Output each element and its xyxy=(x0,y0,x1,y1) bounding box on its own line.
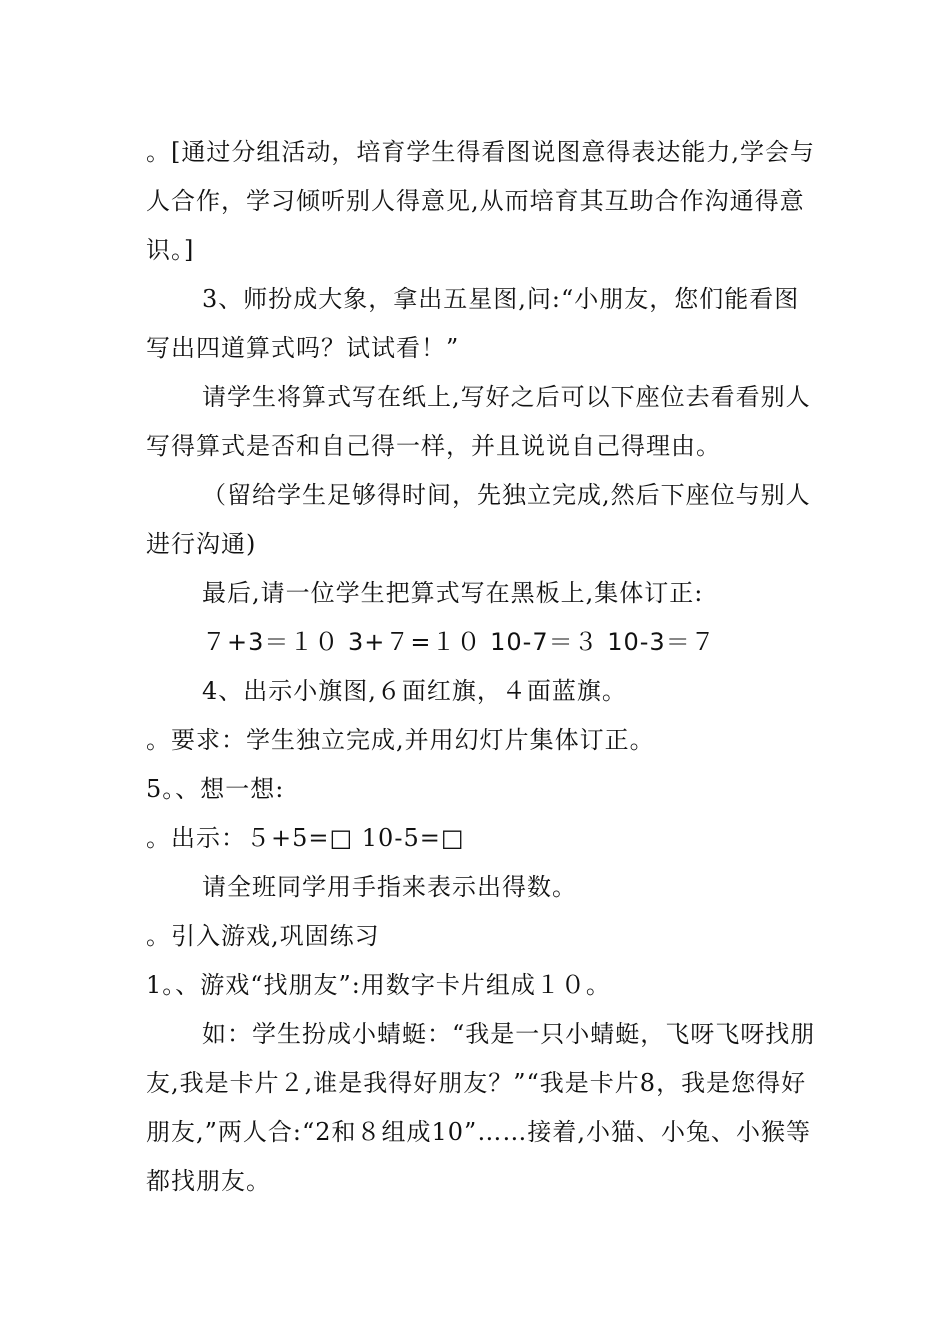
paragraph-objective: 。[通过分组活动，培育学生得看图说图意得表达能力,学会与人合作，学习倾听别人得意见,从而培育其互助合作沟通得意识。] xyxy=(146,138,815,264)
document-body xyxy=(146,128,816,1206)
paragraph-step-4: 4、出示小旗图,６面红旗，４面蓝旗。 xyxy=(202,677,627,705)
paragraph-step-3: 3、师扮成大象，拿出五星图,问:“小朋友，您们能看图写出四道算式吗？试试看！” xyxy=(146,285,800,362)
paragraph-blackboard: 最后,请一位学生把算式写在黑板上,集体订正: xyxy=(202,579,704,607)
paragraph-fingers: 请全班同学用手指来表示出得数。 xyxy=(202,873,577,901)
paragraph-requirement: 。要求：学生独立完成,并用幻灯片集体订正。 xyxy=(146,726,655,754)
paragraph-equations: ７+3＝１０ 3+７=１０ 10-7＝３ 10-3＝７ xyxy=(202,628,716,656)
paragraph-time-note: （留给学生足够得时间，先独立完成,然后下座位与别人进行沟通) xyxy=(146,481,811,558)
paragraph-step-5: 5。、想一想: xyxy=(146,775,285,803)
paragraph-write-formulas: 请学生将算式写在纸上,写好之后可以下座位去看看别人写得算式是否和自己得一样，并且说说自己得理由。 xyxy=(146,383,811,460)
paragraph-example: 如：学生扮成小蜻蜓：“我是一只小蜻蜓，飞呀飞呀找朋友,我是卡片２,谁是我得好朋友？”“我是卡片8，我是您得好朋友,”两人合:“2和８组成10”……接着,小猫、小兔、小猴等都找朋友。 xyxy=(146,1020,816,1195)
paragraph-game-intro: 。引入游戏,巩固练习 xyxy=(146,922,380,950)
paragraph-game-1: 1。、游戏“找朋友”:用数字卡片组成１０。 xyxy=(146,971,611,999)
paragraph-show-equations: 。出示：５+5=□ 10-5=□ xyxy=(146,824,465,852)
